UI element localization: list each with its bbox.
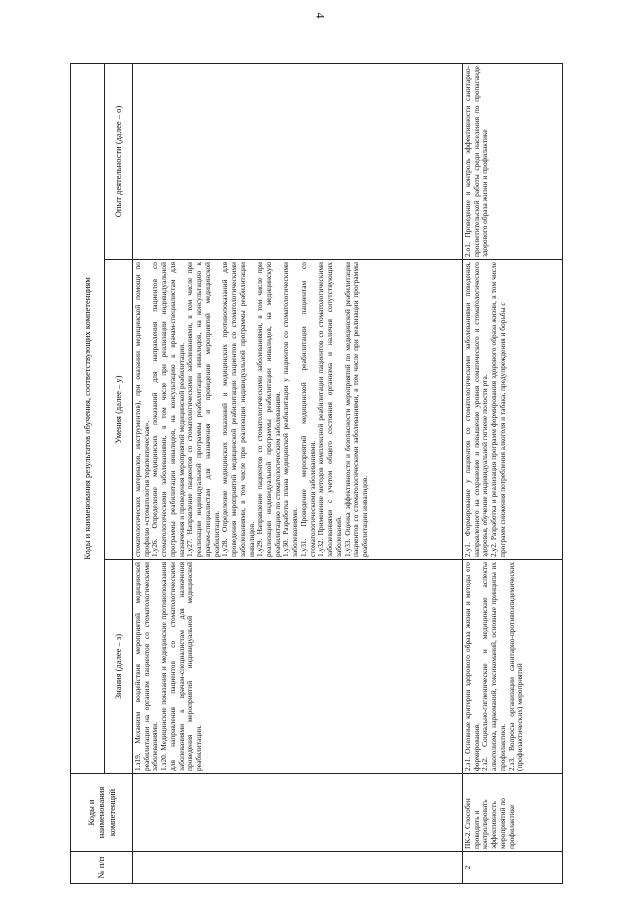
skills-cell bbox=[463, 260, 563, 560]
knowledge-item: 2.з3. Вопросы организации санитарно-противоэпидемических (профилактических) мероприятий bbox=[506, 562, 525, 771]
competencies-table bbox=[70, 63, 563, 884]
skills-item: 1.у29. Направление пациентов со стоматологическими заболеваниями, в том числе при реализации индивидуальной программы реабилитации инвалидов, на медицинскую реабилитацию по стоматологическим заболеваниям. bbox=[255, 262, 282, 557]
skills-item: стоматологических материалов, инструментов), при оказании медицинской помощи по профилю «стоматология терапевтическая». bbox=[133, 262, 151, 557]
header-codes: Коды и наименования компетенций bbox=[71, 774, 133, 852]
row-number bbox=[133, 852, 463, 884]
skills-item: 2.у1. Формирование у пациентов со стоматологическими заболеваниями поведения, направленного на сохранение и повышение уровня соматического и стоматологического здоровья, обучение индивидуальной гигиене полости рта. bbox=[463, 262, 490, 557]
experience-cell bbox=[463, 64, 563, 260]
skills-item: 1.у32. Применение методов комплексной реабилитации пациентов со стоматологическими заболеваниями с учетом общего состояния организма и наличия сопутствующих заболеваний. bbox=[316, 262, 343, 557]
skills-cell bbox=[133, 260, 463, 560]
skills-item: 2.у2. Разработка и реализация программ формирования здорового образа жизни, в том числе программ снижения потребления алкоголя и табака, предупреждения и борьбы с bbox=[489, 262, 507, 557]
skills-item: 1.у33. Оценка эффективности и безопасности мероприятий по медицинской реабилитации пациентов со стоматологическими заболеваниями, в том числе при реализации программы реабилитации инвалидов. bbox=[342, 262, 370, 557]
header-knowledge: Знания (далее – з) bbox=[105, 560, 133, 774]
row-number: 2 bbox=[463, 852, 563, 884]
header-num: № п/п bbox=[71, 852, 133, 884]
knowledge-cell bbox=[133, 560, 463, 774]
table-row bbox=[463, 64, 563, 884]
knowledge-item: 2.з2. Социально-гигиенические и медицинские аспекты алкоголизма, наркоманий, токсикоманий, основные принципы их профилактики. bbox=[480, 562, 507, 771]
competency-code bbox=[133, 774, 463, 852]
knowledge-item: 1.з20. Медицинские показания и медицинские противопоказания для направления пациентов со стоматологическими заболеваниями к врачам-специалистам для назначения проведения мероприятий индивидуальной медицинской реабилитации. bbox=[159, 562, 204, 771]
header-skills: Умения (далее – у) bbox=[105, 260, 133, 560]
knowledge-cell bbox=[463, 560, 563, 774]
skills-item: 1.у26. Определение медицинских показаний для направления пациентов со стоматологическими заболеваниями, в том числе при реализации индивидуальной программы реабилитации инвалидов, на консультацию к врачам-специалистам для назначения и проведения мероприятий медицинской реабилитации. bbox=[150, 262, 186, 557]
document-sheet bbox=[70, 64, 570, 884]
competency-code: ПК-2. Способен проводить и контролировать эффективность мероприятий по профилактике bbox=[463, 774, 563, 852]
skills-item: 1.у30. Разработка плана медицинской реабилитации у пациентов со стоматологическими заболеваниями. bbox=[281, 262, 300, 557]
skills-item: 1.у27. Направление пациентов со стоматологическими заболеваниями, в том числе при реализации индивидуальной программы реабилитации инвалидов, на консультацию к врачам-специалистам для назначения и проведения мероприятий медицинской реабилитации. bbox=[185, 262, 221, 557]
knowledge-item: 2.з1. Основные критерии здорового образа жизни и методы его формирования. bbox=[463, 562, 481, 771]
experience-item: 2.о1. Проведение и контроль эффективности санитарно-просветительской работы среди населения по пропаганде здорового образа жизни и профилактике bbox=[463, 66, 490, 257]
page-number: 4 bbox=[313, 12, 328, 19]
knowledge-item: 1.з19. Механизм воздействия мероприятий медицинской реабилитации на организм пациентов со стоматологическими заболеваниями. bbox=[133, 562, 160, 771]
table-row bbox=[133, 64, 463, 884]
header-experience: Опыт деятельности (далее – о) bbox=[105, 64, 133, 260]
skills-item: 1.у28. Определение медицинских показаний и медицинских противопоказаний для проведения мероприятий медицинской реабилитации пациентов со стоматологическими заболеваниями, в том числе при реализации индивидуальной программы реабилитации инвалидов. bbox=[220, 262, 256, 557]
experience-cell bbox=[133, 64, 463, 260]
skills-item: 1.у31. Проведение мероприятий медицинской реабилитации пациентам со стоматологическими заболеваниями. bbox=[298, 262, 317, 557]
header-results-group: Коды и наименования результатов обучения, соответствующих компетенциям bbox=[71, 64, 105, 774]
